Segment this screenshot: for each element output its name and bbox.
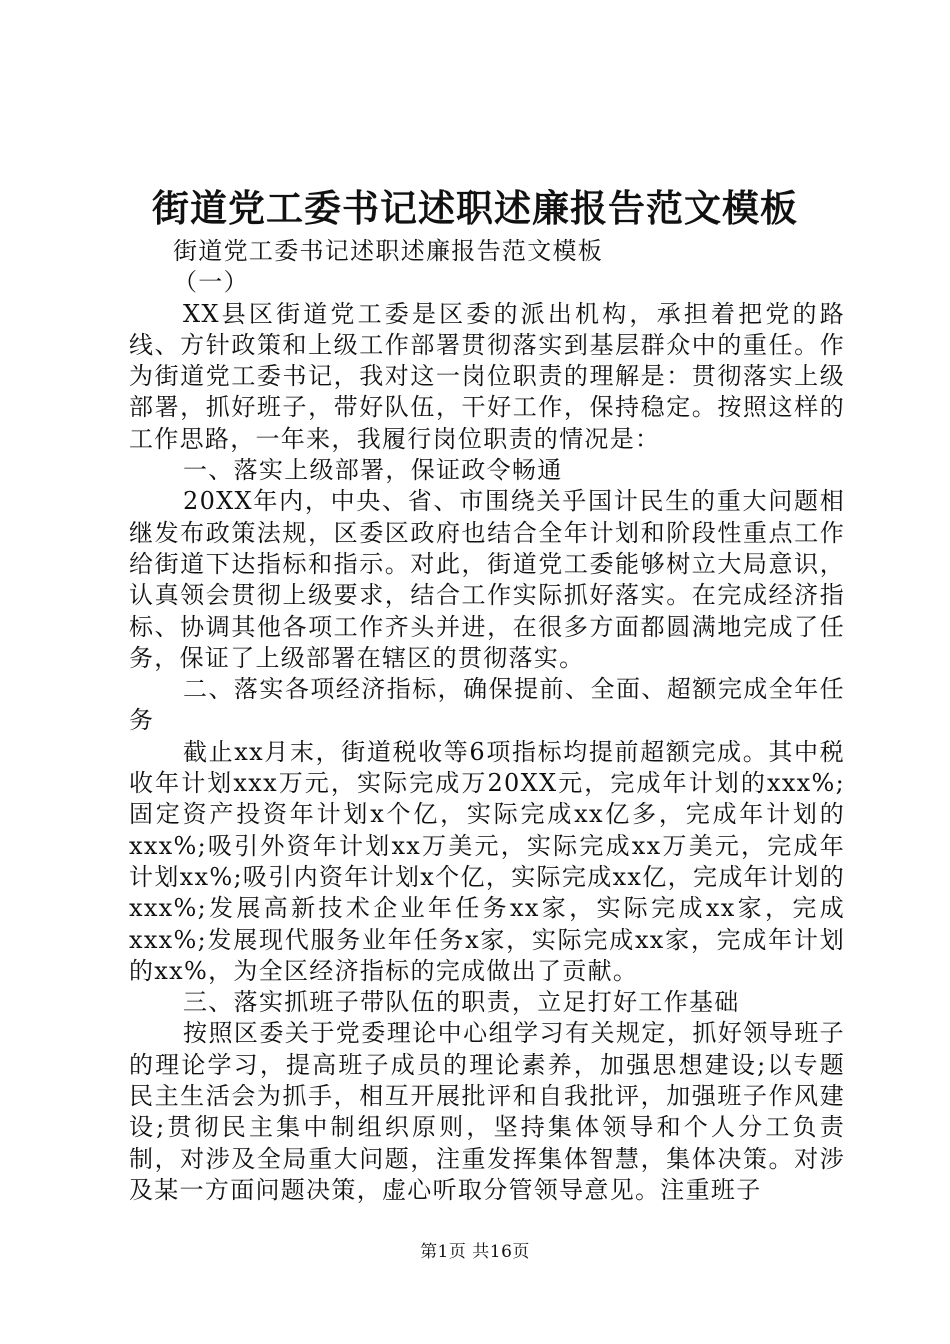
document-title: 街道党工委书记述职述廉报告范文模板 [152, 186, 798, 230]
paragraph-section-2: 截止xx月末，街道税收等6项指标均提前超额完成。其中税收年计划xxx万元，实际完成万20XX元，完成年计划的xxx%;固定资产投资年计划x个亿，实际完成xx亿多，完成年计划的xxx%;吸引外资年计划xx万美元，实际完成xx万美元，完成年计划xx%;吸引内资年计划x个亿，实际完成xx亿，完成年计划的xxx%;发展高新技术企业年任务xx家，实际完成xx家，完成xxx%;发展现代服务业年任务x家，实际完成xx家，完成年计划的xx%，为全区经济指标的完成做出了贡献。 [129, 737, 845, 985]
section-heading-3: 三、落实抓班子带队伍的职责，立足打好工作基础 [183, 988, 740, 1017]
document-body [129, 236, 845, 1206]
document-subtitle: 街道党工委书记述职述廉报告范文模板 [173, 237, 604, 265]
section-heading-1: 一、落实上级部署，保证政令畅通 [183, 456, 563, 485]
section-marker: （一） [173, 268, 249, 297]
paragraph-section-3: 按照区委关于党委理论中心组学习有关规定，抓好领导班子的理论学习，提高班子成员的理论素养，加强思想建设;以专题民主生活会为抓手，相互开展批评和自我批评，加强班子作风建设;贯彻民主集中制组织原则，坚持集体领导和个人分工负责制，对涉及全局重大问题，注重发挥集体智慧，集体决策。对涉及某一方面问题决策，虚心听取分管领导意见。注重班子 [129, 1019, 845, 1204]
paragraph-section-1: 20XX年内，中央、省、市围绕关乎国计民生的重大问题相继发布政策法规，区委区政府也结合全年计划和阶段性重点工作给街道下达指标和指示。对此，街道党工委能够树立大局意识，认真领会贯彻上级要求，结合工作实际抓好落实。在完成经济指标、协调其他各项工作齐头并进，在很多方面都圆满地完成了任务，保证了上级部署在辖区的贯彻落实。 [129, 487, 845, 672]
page-number-footer: 第1页 共16页 [420, 1242, 530, 1262]
section-heading-2: 二、落实各项经济指标，确保提前、全面、超额完成全年任务 [129, 675, 845, 735]
paragraph-intro: XX县区街道党工委是区委的派出机构，承担着把党的路线、方针政策和上级工作部署贯彻落实到基层群众中的重任。作为街道党工委书记，我对这一岗位职责的理解是：贯彻落实上级部署，抓好班子，带好队伍，干好工作，保持稳定。按照这样的工作思路，一年来，我履行岗位职责的情况是： [129, 299, 845, 453]
